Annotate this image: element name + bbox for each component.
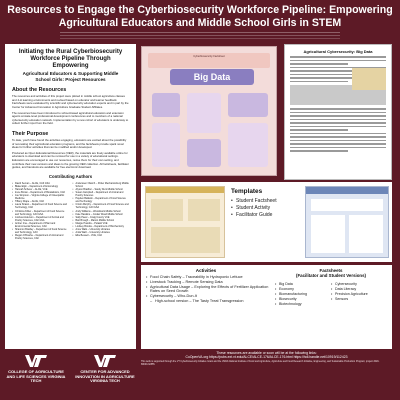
availability-note (141, 351, 392, 359)
article-preview (284, 44, 392, 180)
template-item: • Student Activity (231, 205, 301, 212)
about-paragraph-2: The resources have been introduced to school-based agricultural educators and extension agents at state-level professional development conferences and to members of a national cybersecurity education network. Implementation by a new cohort of educators is underway to collect further input from the field. (12, 110, 129, 126)
template-item: • Student Factsheet (231, 198, 301, 205)
factsheet-block (228, 93, 268, 117)
templates-list (231, 188, 301, 219)
contributor: • Ellie Bessell – VCE, CAII (73, 234, 130, 237)
template-preview-right (305, 186, 389, 258)
vt-logo-icon (24, 354, 48, 368)
factsheets-heading: Factsheets (Facilitator and Student Versions) (295, 268, 367, 279)
intro-subtitle: Agricultural Educators & Supporting Middle School Girls: Project Resources (22, 71, 119, 82)
contributors-heading: Contributing Authors (48, 173, 93, 179)
acknowledgement-text: This work is supported through the VT Cyberbiosecurity Initiative Grant and the USDA National Institute of Food and Agriculture, Agriculture and Food Research Initiative, Engineering, and Sustainable Production Program; project 2020-68000-32855. (141, 361, 380, 366)
factsheet-item: • Biotechnology (275, 302, 331, 307)
poster-title-line-1: Resources to Engage the Cyberbiosecurity Workforce Pipeline: Empowering (7, 4, 393, 16)
caiia-logo: CENTER FOR ADVANCED INNOVATION IN AGRICULTURE VIRGINIA TECH (74, 354, 136, 394)
contributor: • Anderssen Olarich – Potter Mechanicsburg Middle School (73, 182, 130, 188)
factsheets-column-2 (331, 282, 387, 306)
contributor: • David Seman – ALCE, CAII GSA (12, 182, 69, 185)
vt-logo-icon (93, 354, 117, 368)
purpose-heading: Their Purpose (12, 130, 49, 137)
contributor: • Amber Ima – Department of Plant and Environmental Sciences, CAII (12, 222, 69, 228)
factsheet-item: • Big Data (275, 282, 331, 287)
factsheet-item: • Economy (275, 287, 331, 292)
contributor: • Joe Simpson – Virginia College of Osteopathic Medicine (12, 194, 69, 200)
factsheet-item: • Precision Agriculture (331, 292, 387, 297)
factsheet-block (228, 123, 268, 167)
contributor: • Alyson Bradbur – Sandy Dunt Middle School (73, 188, 130, 191)
contributor: • Joshua Anderson – Department of Animal and Poultry Sciences, CAII GSA (12, 216, 69, 222)
article-title: Agricultural Cybersecurity: Big Data (303, 49, 373, 54)
contributors-column-1 (12, 182, 69, 241)
contributor: • Susan Campbell – Department of Animal and Poultry Sciences (73, 191, 130, 197)
templates-panel (141, 182, 392, 262)
contributor: • Andy Williams – Woodstock Middle School (73, 210, 130, 213)
contributors-list (12, 182, 129, 241)
big-data-factsheet-preview (141, 46, 277, 176)
templates-heading: Templates (231, 188, 263, 195)
activities-heading: Activities (195, 268, 217, 273)
factsheet-block (187, 139, 221, 167)
contributor: • Christina Kibler – Department of Food Science and Technology, CAII GSA (12, 210, 69, 216)
author-affiliations (0, 32, 400, 41)
factsheet-title: Big Data (170, 69, 254, 85)
template-item: • Facilitator Guide (231, 212, 301, 219)
contributor: • Laura Strawn – Department of Food Science and Technology, CAII (12, 203, 69, 209)
poster-title (0, 0, 400, 30)
purpose-paragraph-2: Produced as Open Educational Resources (OER), the materials are freely available online for educators to download and can be remixed for use in a variety of educational settings. Educators are encouraged to use our resources, revise them for their own setting, and contribute their new versions and ideas to the growing OER collection. All factsheets, facilitator guides, and handouts are available for free electronic download. (12, 150, 129, 170)
activity-subitem: – High-school version – The Tasty Treat Transgression (146, 299, 276, 304)
activity-item: • Livestock Tracking – Remote Sensing Data (146, 280, 276, 285)
poster-title-line-2: Agricultural Educators and Middle School Girls in STEM (58, 17, 342, 29)
factsheet-item: • Sensors (331, 297, 387, 302)
contributor: • Lindsey Brooks – Department of Biochemistry (73, 225, 130, 228)
activities-factsheets-panel (141, 265, 392, 349)
article-image (352, 68, 386, 90)
contributor: • Bart Brough – Marion Middle School (73, 219, 130, 222)
factsheet-item: • Biomanufacturing (275, 292, 331, 297)
activity-item: • Cybersecurity – Who-Dun-It (146, 294, 276, 299)
contributor: • Kate Hawkins – Jordan Wood Middle School (73, 213, 130, 216)
contributor: • Megan O'Rourke – Department of Animal and Poultry Sciences, CAII (12, 234, 69, 240)
about-paragraph-1: The resources and activities of this project were piloted in middle school agriculture classes and 4-H learning environments and revised based on educator and learner feedback. Factsheets were evaluated by scientific and cybersecurity education experts and in part by the Center for Advanced Innovation in Agriculture Graduate Student Affiliates. (12, 94, 129, 109)
contributor: • Tiffany Drape – ALCE, CAII (12, 200, 69, 203)
intro-panel (5, 44, 136, 349)
factsheet-item: • Data Literacy (331, 287, 387, 292)
contributor: • Anne Walk – University Libraries (73, 228, 130, 231)
availability-text: These resources are available or soon will be at the following links: (216, 351, 317, 355)
contributor: • Anita Walz – University Libraries (73, 231, 130, 234)
factsheets-column-1 (275, 282, 331, 306)
factsheet-banner: Cyberbiosecurity Factsheet (148, 53, 270, 68)
activities-list (146, 275, 276, 304)
contributor: • Blake Elgin – Department of Entomology (12, 185, 69, 188)
contributor: • Cristin Murphy – Department of Food Science and Technology, CAII GSA (73, 203, 130, 209)
institution-logos (5, 352, 136, 398)
factsheet-item: • Cybersecurity (331, 282, 387, 287)
factsheet-item: • Biosecurity (275, 297, 331, 302)
factsheets-section (275, 268, 387, 306)
cals-logo: COLLEGE OF AGRICULTURE AND LIFE SCIENCES VIRGINIA TECH (5, 354, 67, 394)
activity-item: • Agricultural Data Usage – Exploring the Effects of Fertilizer Application Rates on Seed Growth (146, 285, 276, 295)
contributor: • Sally Pavel – Craig County VCE (73, 216, 130, 219)
contributors-column-2 (73, 182, 130, 241)
contributor: • Hannah Scherer – ALCE, VCE (12, 188, 69, 191)
contributor: • Margie Powdra – Pulaski VCE (73, 222, 130, 225)
about-heading: About the Resources (12, 87, 67, 94)
contributor: • Shannon Bradley – Department of Food Science and Technology, CAII (12, 228, 69, 234)
purpose-paragraph-1: To date, youth have found the activities engaging, educators are excited about the possibility of renovating their agricultural education programs, and the factsheets provide spark novel ideas for further activities that can be modified and/or developed. (12, 137, 127, 150)
contributor: • Irene Brown – Department of Biostatistics, CAII (12, 191, 69, 194)
factsheet-block (152, 93, 180, 117)
activity-item: • Food Chain Safety – Traceability in Hydroponic Lettuce (146, 275, 276, 280)
factsheet-block (152, 123, 180, 167)
availability-links[interactable]: CoOpenVA.org https://pubs.ext.vt.edu/ALCE/ALCE-176/ALCE-176.html https://hdl.handle.net/10919/112423 (185, 355, 348, 360)
template-preview-left (145, 186, 225, 258)
factsheet-block (187, 93, 221, 133)
poster-header (0, 0, 400, 46)
contributor: • Hayden Baldwin – Department of Food Science and Technology (73, 197, 130, 203)
intro-title: Initiating the Rural Cyberbiosecurity Workforce Pipeline Through Empowering (18, 49, 123, 69)
